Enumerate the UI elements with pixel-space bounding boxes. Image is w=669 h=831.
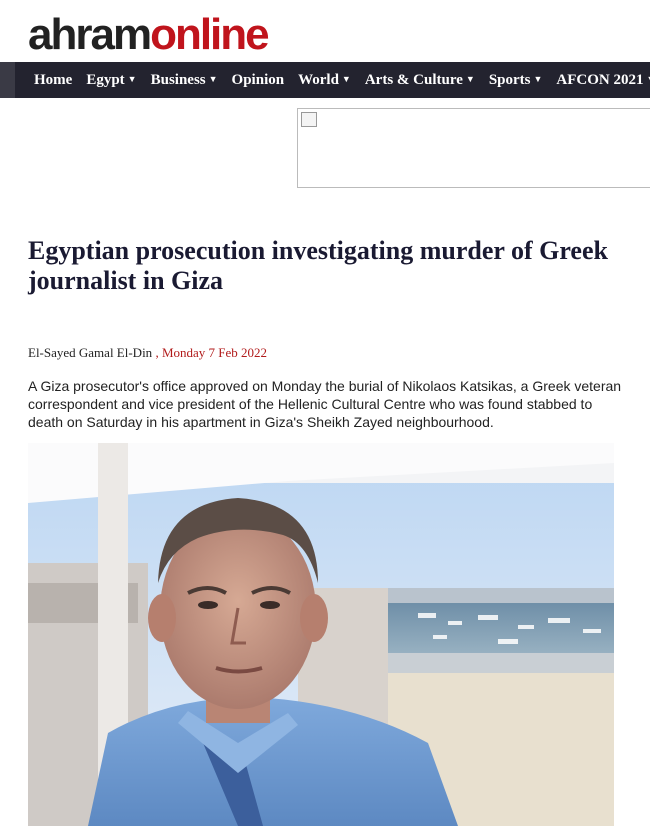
logo-online: online [150, 10, 268, 59]
article-title: Egyptian prosecution investigating murder of Greek journalist in Giza [28, 236, 608, 295]
photo-illustration [28, 443, 614, 826]
logo-ahram: ahram [28, 10, 151, 59]
main-nav [0, 62, 656, 98]
author-name[interactable]: El-Sayed Gamal El-Din [28, 345, 153, 360]
caret-down-icon: ▼ [341, 73, 351, 84]
ad-banner[interactable] [297, 108, 650, 188]
caret-down-icon: ▼ [465, 73, 475, 84]
nav-item-home[interactable] [34, 72, 72, 89]
nav-accent [0, 62, 15, 98]
nav-item-label: AFCON 2021 [556, 71, 644, 88]
nav-item-arts-culture[interactable] [365, 72, 475, 89]
nav-item-label: Business [150, 71, 206, 88]
article-lead: A Giza prosecutor's office approved on Monday the burial of Nikolaos Katsikas, a Greek veteran correspondent and vice president of the Hellenic Cultural Centre who was found stabbed to death on Saturday in his apartment in Giza's Sheikh Zayed neighbourhood. [28, 378, 622, 430]
caret-down-icon: ▼ [208, 73, 218, 84]
nav-item-label: Arts & Culture [364, 71, 463, 88]
broken-image-icon [301, 112, 317, 127]
nav-item-label: Sports [488, 71, 531, 88]
nav-item-label: Egypt [86, 71, 125, 88]
byline [28, 345, 267, 361]
nav-list [34, 62, 669, 98]
nav-item-opinion[interactable] [232, 72, 285, 89]
article-photo [28, 443, 614, 826]
nav-item-label: World [298, 71, 339, 88]
nav-item-egypt[interactable] [86, 72, 136, 89]
caret-down-icon: ▼ [127, 73, 137, 84]
nav-item-afcon-2021[interactable] [556, 72, 655, 89]
nav-item-sports[interactable] [489, 72, 543, 89]
caret-down-icon: ▼ [533, 73, 543, 84]
nav-item-business[interactable] [151, 72, 218, 89]
nav-item-world[interactable] [298, 72, 351, 89]
nav-item-label: Home [34, 71, 73, 88]
nav-item-label: Opinion [231, 71, 285, 88]
publish-date: , Monday 7 Feb 2022 [152, 345, 268, 360]
site-logo[interactable] [28, 10, 268, 60]
caret-down-icon: ▼ [646, 73, 656, 84]
